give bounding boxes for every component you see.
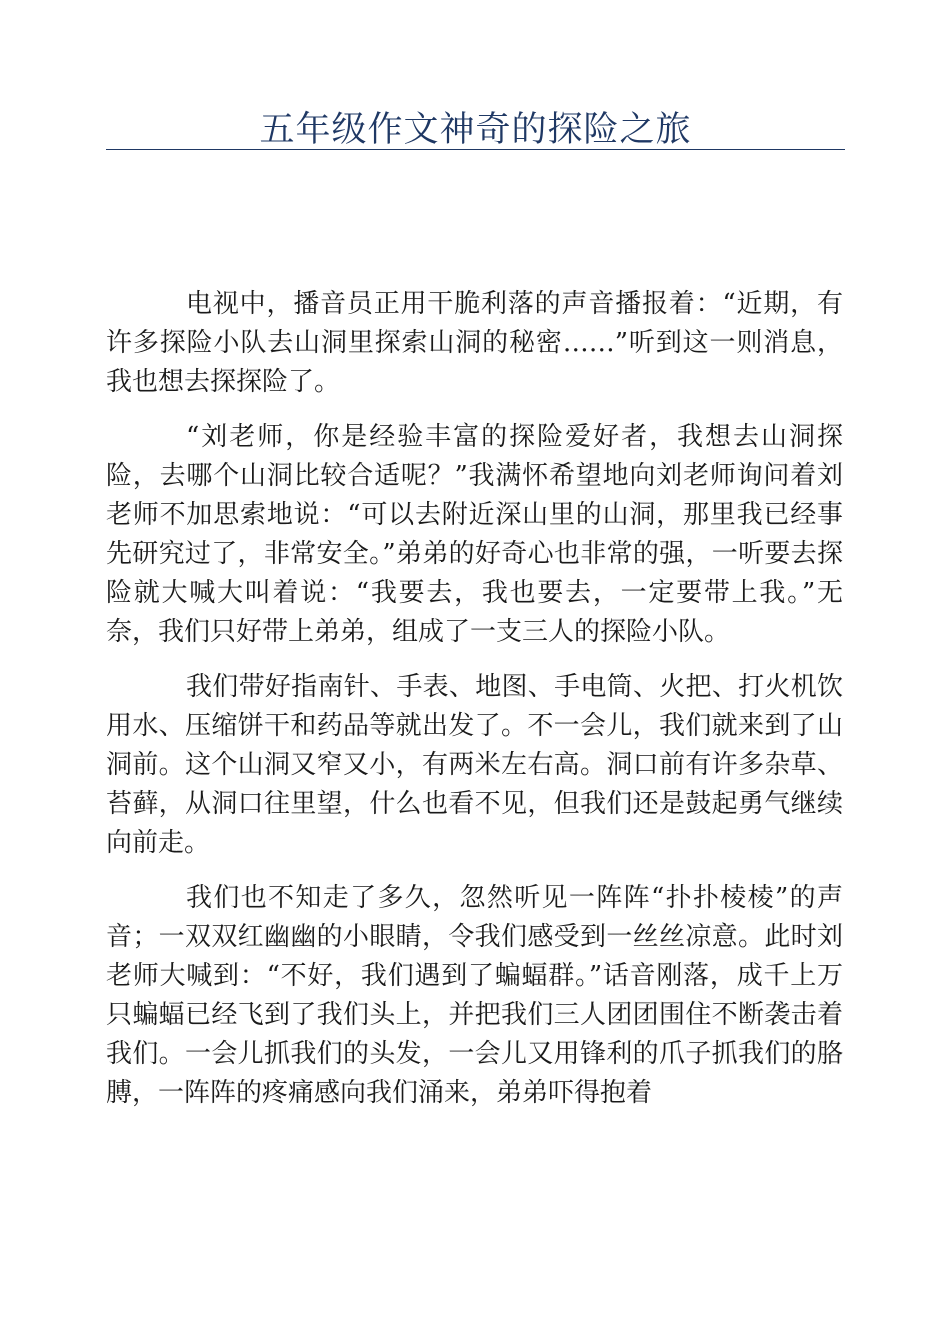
paragraph: “刘老师，你是经验丰富的探险爱好者，我想去山洞探险，去哪个山洞比较合适呢？”我满怀希望地向刘老师询问着刘老师不加思索地说：“可以去附近深山里的山洞，那里我已经事先研究过了，非常安全。”弟弟的好奇心也非常的强，一听要去探险就大喊大叫着说：“我要去，我也要去，一定要带上我。”无奈，我们只好带上弟弟，组成了一支三人的探险小队。 (106, 422, 843, 647)
title-underline (106, 149, 845, 150)
paragraph: 我们带好指南针、手表、地图、手电筒、火把、打火机饮用水、压缩饼干和药品等就出发了。不一会儿，我们就来到了山洞前。这个山洞又窄又小，有两米左右高。洞口前有许多杂草、苔藓，从洞口往里望，什么也看不见，但我们还是鼓起勇气继续向前走。 (106, 672, 843, 858)
document-body (106, 285, 843, 1129)
document-title: 五年级作文神奇的探险之旅 (259, 110, 692, 150)
paragraph: 我们也不知走了多久，忽然听见一阵阵“扑扑棱棱”的声音；一双双红幽幽的小眼睛，令我们感受到一丝丝凉意。此时刘老师大喊到：“不好，我们遇到了蝙蝠群。”话音刚落，成千上万只蝙蝠已经飞到了我们头上，并把我们三人团团围住不断袭击着我们。一会儿抓我们的头发，一会儿又用锋利的爪子抓我们的胳膊，一阵阵的疼痛感向我们涌来，弟弟吓得抱着 (106, 883, 843, 1108)
paragraph: 电视中，播音员正用干脆利落的声音播报着：“近期，有许多探险小队去山洞里探索山洞的秘密……”听到这一则消息，我也想去探探险了。 (106, 289, 843, 397)
